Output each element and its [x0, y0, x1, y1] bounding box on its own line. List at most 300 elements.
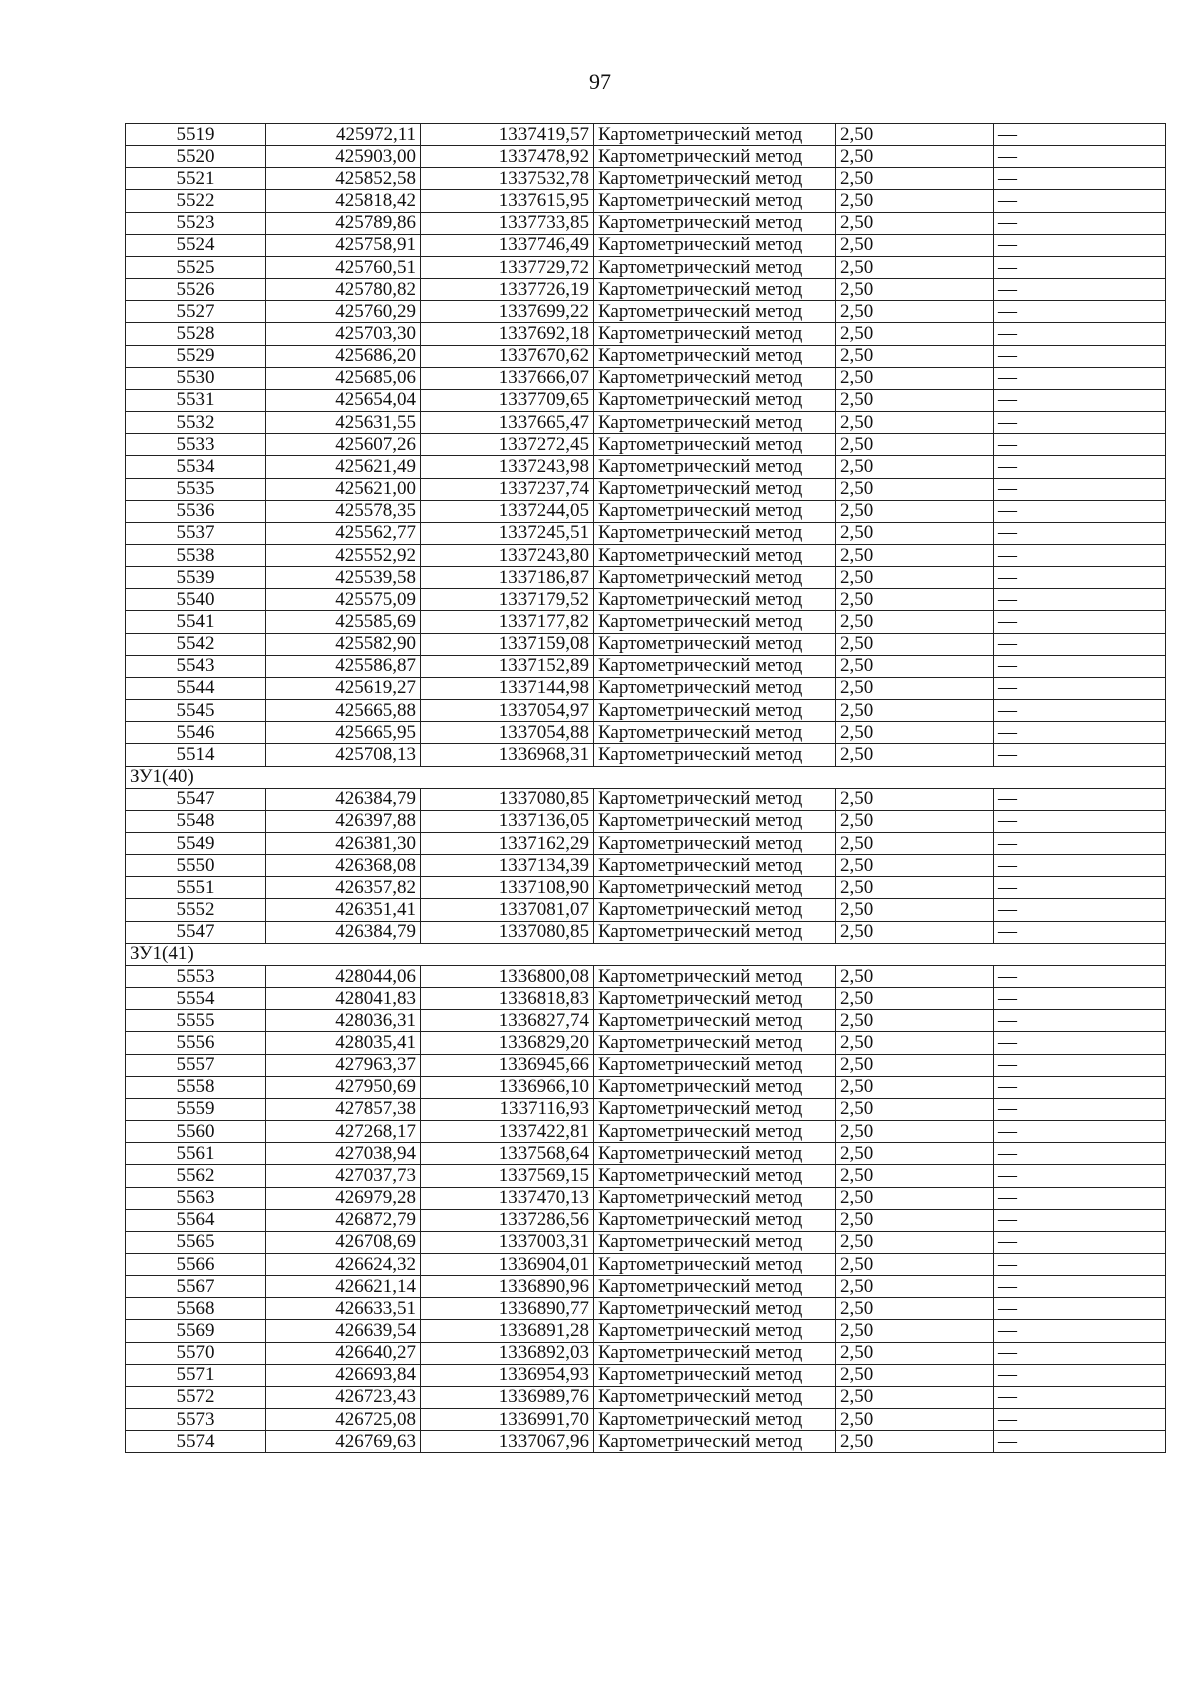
- method-cell: Картометрический метод: [594, 1076, 836, 1098]
- description-cell: —: [994, 367, 1166, 389]
- x-coordinate-cell: 425586,87: [266, 655, 421, 677]
- x-coordinate-cell: 425903,00: [266, 146, 421, 168]
- y-coordinate-cell: 1337159,08: [421, 633, 594, 655]
- accuracy-cell: 2,50: [836, 1076, 994, 1098]
- point-number-cell: 5540: [126, 589, 266, 611]
- point-number-cell: 5538: [126, 544, 266, 566]
- method-cell: Картометрический метод: [594, 212, 836, 234]
- table-row: [126, 1253, 1166, 1275]
- table-row: [126, 567, 1166, 589]
- table-row: [126, 124, 1166, 146]
- table-row: [126, 190, 1166, 212]
- method-cell: Картометрический метод: [594, 1409, 836, 1431]
- x-coordinate-cell: 426640,27: [266, 1342, 421, 1364]
- method-cell: Картометрический метод: [594, 921, 836, 943]
- point-number-cell: 5551: [126, 877, 266, 899]
- y-coordinate-cell: 1337692,18: [421, 323, 594, 345]
- method-cell: Картометрический метод: [594, 323, 836, 345]
- accuracy-cell: 2,50: [836, 1054, 994, 1076]
- y-coordinate-cell: 1337569,15: [421, 1165, 594, 1187]
- y-coordinate-cell: 1337670,62: [421, 345, 594, 367]
- x-coordinate-cell: 425780,82: [266, 279, 421, 301]
- point-number-cell: 5566: [126, 1253, 266, 1275]
- point-number-cell: 5528: [126, 323, 266, 345]
- accuracy-cell: 2,50: [836, 810, 994, 832]
- accuracy-cell: 2,50: [836, 1121, 994, 1143]
- point-number-cell: 5560: [126, 1121, 266, 1143]
- table-row: [126, 1298, 1166, 1320]
- point-number-cell: 5526: [126, 279, 266, 301]
- accuracy-cell: 2,50: [836, 899, 994, 921]
- description-cell: —: [994, 1253, 1166, 1275]
- y-coordinate-cell: 1336989,76: [421, 1386, 594, 1408]
- x-coordinate-cell: 426357,82: [266, 877, 421, 899]
- point-number-cell: 5536: [126, 500, 266, 522]
- y-coordinate-cell: 1336890,96: [421, 1276, 594, 1298]
- method-cell: Картометрический метод: [594, 1276, 836, 1298]
- x-coordinate-cell: 426725,08: [266, 1409, 421, 1431]
- accuracy-cell: 2,50: [836, 1364, 994, 1386]
- y-coordinate-cell: 1337699,22: [421, 301, 594, 323]
- y-coordinate-cell: 1337422,81: [421, 1121, 594, 1143]
- table-row: [126, 1320, 1166, 1342]
- accuracy-cell: 2,50: [836, 1431, 994, 1453]
- x-coordinate-cell: 425789,86: [266, 212, 421, 234]
- description-cell: —: [994, 1298, 1166, 1320]
- description-cell: —: [994, 1076, 1166, 1098]
- point-number-cell: 5562: [126, 1165, 266, 1187]
- table-row: [126, 988, 1166, 1010]
- table-row: [126, 1054, 1166, 1076]
- table-row: [126, 1342, 1166, 1364]
- y-coordinate-cell: 1337144,98: [421, 677, 594, 699]
- accuracy-cell: 2,50: [836, 389, 994, 411]
- description-cell: —: [994, 146, 1166, 168]
- y-coordinate-cell: 1337243,98: [421, 456, 594, 478]
- table-row: [126, 1076, 1166, 1098]
- x-coordinate-cell: 426397,88: [266, 810, 421, 832]
- point-number-cell: 5572: [126, 1386, 266, 1408]
- x-coordinate-cell: 427950,69: [266, 1076, 421, 1098]
- point-number-cell: 5534: [126, 456, 266, 478]
- accuracy-cell: 2,50: [836, 234, 994, 256]
- description-cell: —: [994, 323, 1166, 345]
- y-coordinate-cell: 1337419,57: [421, 124, 594, 146]
- point-number-cell: 5550: [126, 855, 266, 877]
- description-cell: —: [994, 677, 1166, 699]
- y-coordinate-cell: 1337665,47: [421, 412, 594, 434]
- y-coordinate-cell: 1337746,49: [421, 234, 594, 256]
- description-cell: —: [994, 788, 1166, 810]
- section-heading: ЗУ1(41): [126, 943, 1166, 965]
- accuracy-cell: 2,50: [836, 700, 994, 722]
- point-number-cell: 5525: [126, 256, 266, 278]
- point-number-cell: 5547: [126, 921, 266, 943]
- description-cell: —: [994, 389, 1166, 411]
- accuracy-cell: 2,50: [836, 633, 994, 655]
- method-cell: Картометрический метод: [594, 256, 836, 278]
- point-number-cell: 5544: [126, 677, 266, 699]
- method-cell: Картометрический метод: [594, 345, 836, 367]
- table-row: [126, 655, 1166, 677]
- y-coordinate-cell: 1337243,80: [421, 544, 594, 566]
- x-coordinate-cell: 425619,27: [266, 677, 421, 699]
- point-number-cell: 5520: [126, 146, 266, 168]
- table-row: [126, 633, 1166, 655]
- method-cell: Картометрический метод: [594, 1231, 836, 1253]
- description-cell: —: [994, 412, 1166, 434]
- description-cell: —: [994, 434, 1166, 456]
- table-row: [126, 899, 1166, 921]
- description-cell: —: [994, 567, 1166, 589]
- point-number-cell: 5573: [126, 1409, 266, 1431]
- x-coordinate-cell: 428036,31: [266, 1010, 421, 1032]
- accuracy-cell: 2,50: [836, 212, 994, 234]
- accuracy-cell: 2,50: [836, 877, 994, 899]
- x-coordinate-cell: 426624,32: [266, 1253, 421, 1275]
- table-row: [126, 146, 1166, 168]
- table-row: [126, 168, 1166, 190]
- y-coordinate-cell: 1337272,45: [421, 434, 594, 456]
- method-cell: Картометрический метод: [594, 1121, 836, 1143]
- x-coordinate-cell: 425852,58: [266, 168, 421, 190]
- point-number-cell: 5555: [126, 1010, 266, 1032]
- accuracy-cell: 2,50: [836, 500, 994, 522]
- x-coordinate-cell: 426979,28: [266, 1187, 421, 1209]
- table-row: [126, 1010, 1166, 1032]
- accuracy-cell: 2,50: [836, 921, 994, 943]
- description-cell: —: [994, 611, 1166, 633]
- x-coordinate-cell: 426639,54: [266, 1320, 421, 1342]
- description-cell: —: [994, 589, 1166, 611]
- method-cell: Картометрический метод: [594, 1209, 836, 1231]
- description-cell: —: [994, 633, 1166, 655]
- point-number-cell: 5527: [126, 301, 266, 323]
- point-number-cell: 5543: [126, 655, 266, 677]
- y-coordinate-cell: 1336891,28: [421, 1320, 594, 1342]
- y-coordinate-cell: 1337179,52: [421, 589, 594, 611]
- x-coordinate-cell: 427038,94: [266, 1143, 421, 1165]
- point-number-cell: 5524: [126, 234, 266, 256]
- point-number-cell: 5570: [126, 1342, 266, 1364]
- table-row: [126, 389, 1166, 411]
- x-coordinate-cell: 425621,49: [266, 456, 421, 478]
- accuracy-cell: 2,50: [836, 456, 994, 478]
- accuracy-cell: 2,50: [836, 1143, 994, 1165]
- point-number-cell: 5567: [126, 1276, 266, 1298]
- accuracy-cell: 2,50: [836, 301, 994, 323]
- method-cell: Картометрический метод: [594, 700, 836, 722]
- y-coordinate-cell: 1336954,93: [421, 1364, 594, 1386]
- accuracy-cell: 2,50: [836, 988, 994, 1010]
- section-heading: ЗУ1(40): [126, 766, 1166, 788]
- x-coordinate-cell: 425562,77: [266, 522, 421, 544]
- table-row: [126, 367, 1166, 389]
- method-cell: Картометрический метод: [594, 589, 836, 611]
- accuracy-cell: 2,50: [836, 146, 994, 168]
- method-cell: Картометрический метод: [594, 677, 836, 699]
- point-number-cell: 5519: [126, 124, 266, 146]
- description-cell: —: [994, 1431, 1166, 1453]
- x-coordinate-cell: 425582,90: [266, 633, 421, 655]
- y-coordinate-cell: 1337733,85: [421, 212, 594, 234]
- accuracy-cell: 2,50: [836, 1165, 994, 1187]
- description-cell: —: [994, 301, 1166, 323]
- accuracy-cell: 2,50: [836, 589, 994, 611]
- table-row: [126, 744, 1166, 766]
- table-row: [126, 921, 1166, 943]
- method-cell: Картометрический метод: [594, 965, 836, 987]
- table-row: [126, 544, 1166, 566]
- accuracy-cell: 2,50: [836, 434, 994, 456]
- table-row: [126, 788, 1166, 810]
- x-coordinate-cell: 428041,83: [266, 988, 421, 1010]
- accuracy-cell: 2,50: [836, 478, 994, 500]
- section-heading-row: [126, 943, 1166, 965]
- y-coordinate-cell: 1336892,03: [421, 1342, 594, 1364]
- method-cell: Картометрический метод: [594, 722, 836, 744]
- x-coordinate-cell: 427963,37: [266, 1054, 421, 1076]
- table-row: [126, 500, 1166, 522]
- description-cell: —: [994, 544, 1166, 566]
- y-coordinate-cell: 1336890,77: [421, 1298, 594, 1320]
- method-cell: Картометрический метод: [594, 190, 836, 212]
- accuracy-cell: 2,50: [836, 611, 994, 633]
- x-coordinate-cell: 428044,06: [266, 965, 421, 987]
- accuracy-cell: 2,50: [836, 1386, 994, 1408]
- description-cell: —: [994, 1165, 1166, 1187]
- x-coordinate-cell: 426633,51: [266, 1298, 421, 1320]
- table-row: [126, 256, 1166, 278]
- point-number-cell: 5535: [126, 478, 266, 500]
- x-coordinate-cell: 425585,69: [266, 611, 421, 633]
- x-coordinate-cell: 426723,43: [266, 1386, 421, 1408]
- accuracy-cell: 2,50: [836, 1342, 994, 1364]
- accuracy-cell: 2,50: [836, 744, 994, 766]
- accuracy-cell: 2,50: [836, 1187, 994, 1209]
- description-cell: —: [994, 877, 1166, 899]
- point-number-cell: 5554: [126, 988, 266, 1010]
- x-coordinate-cell: 426384,79: [266, 788, 421, 810]
- y-coordinate-cell: 1336945,66: [421, 1054, 594, 1076]
- y-coordinate-cell: 1337286,56: [421, 1209, 594, 1231]
- description-cell: —: [994, 722, 1166, 744]
- description-cell: —: [994, 899, 1166, 921]
- table-row: [126, 810, 1166, 832]
- accuracy-cell: 2,50: [836, 323, 994, 345]
- description-cell: —: [994, 500, 1166, 522]
- table-row: [126, 301, 1166, 323]
- y-coordinate-cell: 1337478,92: [421, 146, 594, 168]
- accuracy-cell: 2,50: [836, 722, 994, 744]
- y-coordinate-cell: 1337237,74: [421, 478, 594, 500]
- description-cell: —: [994, 1054, 1166, 1076]
- description-cell: —: [994, 833, 1166, 855]
- method-cell: Картометрический метод: [594, 1165, 836, 1187]
- table-row: [126, 434, 1166, 456]
- accuracy-cell: 2,50: [836, 256, 994, 278]
- description-cell: —: [994, 478, 1166, 500]
- x-coordinate-cell: 425818,42: [266, 190, 421, 212]
- accuracy-cell: 2,50: [836, 1098, 994, 1120]
- method-cell: Картометрический метод: [594, 611, 836, 633]
- y-coordinate-cell: 1337080,85: [421, 788, 594, 810]
- table-row: [126, 589, 1166, 611]
- table-row: [126, 279, 1166, 301]
- accuracy-cell: 2,50: [836, 345, 994, 367]
- x-coordinate-cell: 426693,84: [266, 1364, 421, 1386]
- description-cell: —: [994, 1143, 1166, 1165]
- section-heading-row: [126, 766, 1166, 788]
- description-cell: —: [994, 1187, 1166, 1209]
- description-cell: —: [994, 810, 1166, 832]
- point-number-cell: 5548: [126, 810, 266, 832]
- method-cell: Картометрический метод: [594, 124, 836, 146]
- x-coordinate-cell: 426381,30: [266, 833, 421, 855]
- accuracy-cell: 2,50: [836, 1320, 994, 1342]
- table-row: [126, 1143, 1166, 1165]
- description-cell: —: [994, 921, 1166, 943]
- table-row: [126, 611, 1166, 633]
- table-row: [126, 1098, 1166, 1120]
- y-coordinate-cell: 1337003,31: [421, 1231, 594, 1253]
- x-coordinate-cell: 425631,55: [266, 412, 421, 434]
- method-cell: Картометрический метод: [594, 744, 836, 766]
- accuracy-cell: 2,50: [836, 655, 994, 677]
- y-coordinate-cell: 1337726,19: [421, 279, 594, 301]
- method-cell: Картометрический метод: [594, 301, 836, 323]
- x-coordinate-cell: 427037,73: [266, 1165, 421, 1187]
- accuracy-cell: 2,50: [836, 168, 994, 190]
- method-cell: Картометрический метод: [594, 1143, 836, 1165]
- x-coordinate-cell: 425539,58: [266, 567, 421, 589]
- y-coordinate-cell: 1336966,10: [421, 1076, 594, 1098]
- method-cell: Картометрический метод: [594, 500, 836, 522]
- description-cell: —: [994, 168, 1166, 190]
- y-coordinate-cell: 1337054,97: [421, 700, 594, 722]
- point-number-cell: 5559: [126, 1098, 266, 1120]
- method-cell: Картометрический метод: [594, 456, 836, 478]
- description-cell: —: [994, 1121, 1166, 1143]
- method-cell: Картометрический метод: [594, 544, 836, 566]
- description-cell: —: [994, 965, 1166, 987]
- coordinates-table: [125, 123, 1166, 1453]
- table-row: [126, 323, 1166, 345]
- x-coordinate-cell: 425621,00: [266, 478, 421, 500]
- table-row: [126, 212, 1166, 234]
- y-coordinate-cell: 1337081,07: [421, 899, 594, 921]
- method-cell: Картометрический метод: [594, 1032, 836, 1054]
- table-row: [126, 1121, 1166, 1143]
- accuracy-cell: 2,50: [836, 1231, 994, 1253]
- method-cell: Картометрический метод: [594, 434, 836, 456]
- accuracy-cell: 2,50: [836, 677, 994, 699]
- method-cell: Картометрический метод: [594, 146, 836, 168]
- method-cell: Картометрический метод: [594, 168, 836, 190]
- y-coordinate-cell: 1337532,78: [421, 168, 594, 190]
- x-coordinate-cell: 425552,92: [266, 544, 421, 566]
- method-cell: Картометрический метод: [594, 522, 836, 544]
- point-number-cell: 5561: [126, 1143, 266, 1165]
- description-cell: —: [994, 1364, 1166, 1386]
- point-number-cell: 5522: [126, 190, 266, 212]
- description-cell: —: [994, 744, 1166, 766]
- method-cell: Картометрический метод: [594, 899, 836, 921]
- point-number-cell: 5568: [126, 1298, 266, 1320]
- y-coordinate-cell: 1337080,85: [421, 921, 594, 943]
- accuracy-cell: 2,50: [836, 522, 994, 544]
- x-coordinate-cell: 425703,30: [266, 323, 421, 345]
- description-cell: —: [994, 522, 1166, 544]
- table-row: [126, 412, 1166, 434]
- description-cell: —: [994, 124, 1166, 146]
- accuracy-cell: 2,50: [836, 855, 994, 877]
- method-cell: Картометрический метод: [594, 1098, 836, 1120]
- point-number-cell: 5564: [126, 1209, 266, 1231]
- table-row: [126, 722, 1166, 744]
- method-cell: Картометрический метод: [594, 655, 836, 677]
- point-number-cell: 5514: [126, 744, 266, 766]
- description-cell: —: [994, 1209, 1166, 1231]
- table-row: [126, 877, 1166, 899]
- table-row: [126, 456, 1166, 478]
- point-number-cell: 5533: [126, 434, 266, 456]
- point-number-cell: 5530: [126, 367, 266, 389]
- method-cell: Картометрический метод: [594, 234, 836, 256]
- accuracy-cell: 2,50: [836, 412, 994, 434]
- table-row: [126, 478, 1166, 500]
- y-coordinate-cell: 1336800,08: [421, 965, 594, 987]
- x-coordinate-cell: 425654,04: [266, 389, 421, 411]
- y-coordinate-cell: 1336829,20: [421, 1032, 594, 1054]
- x-coordinate-cell: 425708,13: [266, 744, 421, 766]
- method-cell: Картометрический метод: [594, 367, 836, 389]
- description-cell: —: [994, 1320, 1166, 1342]
- method-cell: Картометрический метод: [594, 988, 836, 1010]
- method-cell: Картометрический метод: [594, 1054, 836, 1076]
- description-cell: —: [994, 1342, 1166, 1364]
- description-cell: —: [994, 1231, 1166, 1253]
- y-coordinate-cell: 1337177,82: [421, 611, 594, 633]
- description-cell: —: [994, 1032, 1166, 1054]
- point-number-cell: 5558: [126, 1076, 266, 1098]
- accuracy-cell: 2,50: [836, 544, 994, 566]
- x-coordinate-cell: 427857,38: [266, 1098, 421, 1120]
- description-cell: —: [994, 855, 1166, 877]
- description-cell: —: [994, 988, 1166, 1010]
- point-number-cell: 5557: [126, 1054, 266, 1076]
- y-coordinate-cell: 1337244,05: [421, 500, 594, 522]
- description-cell: —: [994, 1386, 1166, 1408]
- method-cell: Картометрический метод: [594, 833, 836, 855]
- x-coordinate-cell: 425760,51: [266, 256, 421, 278]
- method-cell: Картометрический метод: [594, 1431, 836, 1453]
- x-coordinate-cell: 426872,79: [266, 1209, 421, 1231]
- point-number-cell: 5547: [126, 788, 266, 810]
- x-coordinate-cell: 425665,95: [266, 722, 421, 744]
- description-cell: —: [994, 1098, 1166, 1120]
- accuracy-cell: 2,50: [836, 190, 994, 212]
- y-coordinate-cell: 1337134,39: [421, 855, 594, 877]
- table-row: [126, 1431, 1166, 1453]
- method-cell: Картометрический метод: [594, 279, 836, 301]
- y-coordinate-cell: 1337729,72: [421, 256, 594, 278]
- method-cell: Картометрический метод: [594, 1187, 836, 1209]
- point-number-cell: 5553: [126, 965, 266, 987]
- accuracy-cell: 2,50: [836, 1209, 994, 1231]
- method-cell: Картометрический метод: [594, 1386, 836, 1408]
- table-row: [126, 1276, 1166, 1298]
